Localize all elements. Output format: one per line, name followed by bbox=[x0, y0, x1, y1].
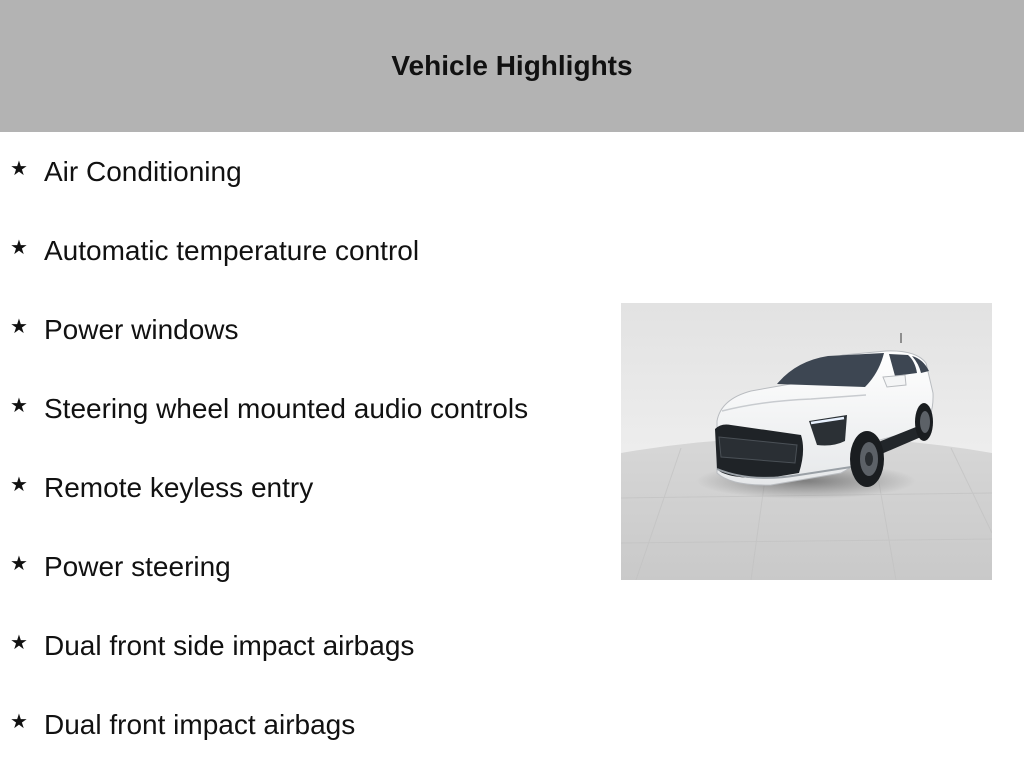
star-icon: ★ bbox=[10, 711, 28, 733]
feature-item bbox=[10, 626, 414, 666]
vehicle-photo bbox=[621, 303, 992, 580]
feature-item bbox=[10, 547, 231, 587]
feature-label: Remote keyless entry bbox=[44, 472, 314, 503]
feature-item bbox=[10, 468, 313, 508]
page-title: Vehicle Highlights bbox=[391, 50, 633, 81]
feature-item bbox=[10, 389, 528, 429]
side-mirror bbox=[883, 375, 906, 387]
star-icon: ★ bbox=[10, 553, 28, 575]
star-icon: ★ bbox=[10, 316, 28, 338]
star-icon: ★ bbox=[10, 474, 28, 496]
feature-label: Air Conditioning bbox=[44, 156, 242, 187]
star-icon: ★ bbox=[10, 395, 28, 417]
feature-label: Power steering bbox=[44, 551, 231, 582]
star-icon: ★ bbox=[10, 237, 28, 259]
feature-label: Steering wheel mounted audio controls bbox=[44, 393, 529, 424]
rear-wheel bbox=[915, 403, 933, 441]
feature-item bbox=[10, 310, 239, 350]
star-icon: ★ bbox=[10, 632, 28, 654]
feature-label: Dual front side impact airbags bbox=[44, 630, 415, 661]
front-wheel bbox=[850, 431, 884, 487]
star-icon: ★ bbox=[10, 158, 28, 180]
feature-label: Automatic temperature control bbox=[44, 235, 420, 266]
feature-label: Power windows bbox=[44, 314, 239, 345]
feature-item bbox=[10, 231, 419, 271]
feature-item bbox=[10, 152, 242, 192]
highlights-header bbox=[0, 0, 1024, 132]
feature-item bbox=[10, 705, 355, 745]
feature-label: Dual front impact airbags bbox=[44, 709, 356, 740]
